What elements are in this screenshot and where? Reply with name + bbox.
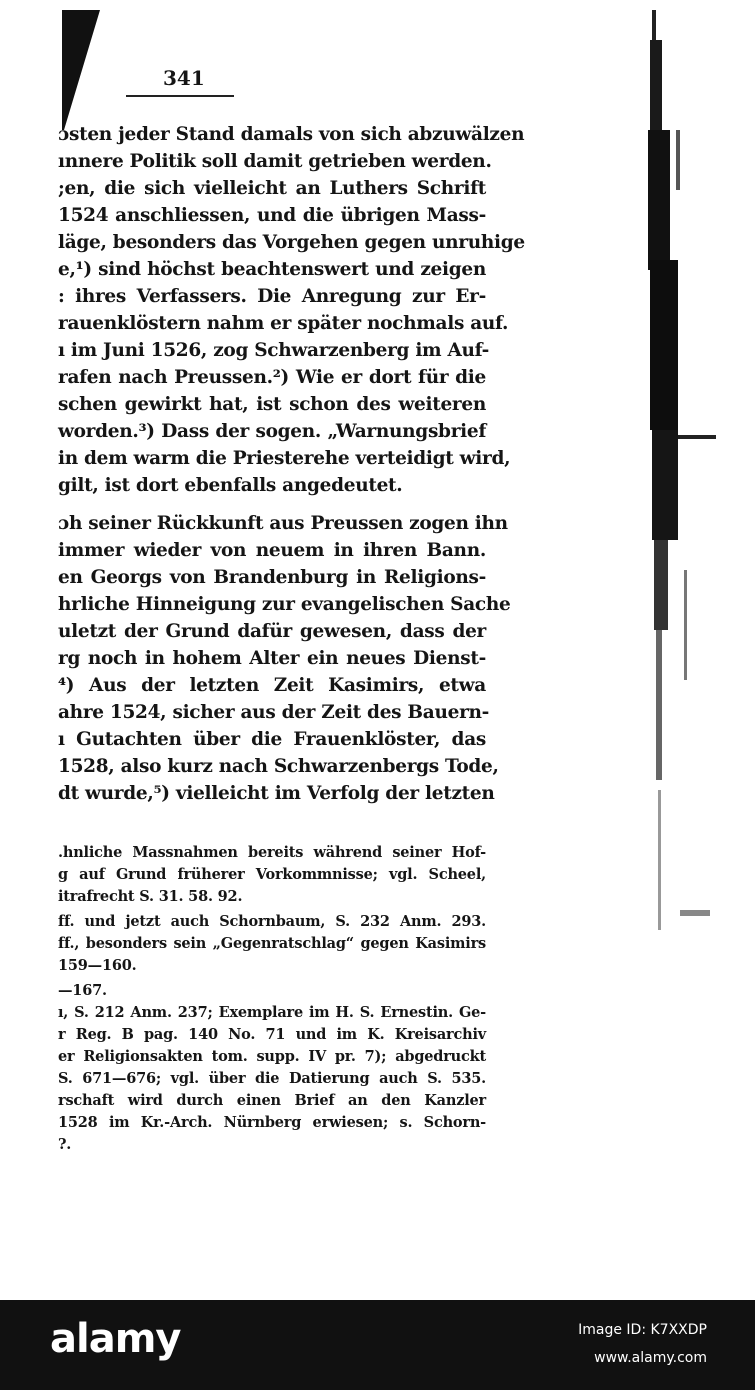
- brand-logo: alamy: [50, 1316, 181, 1362]
- footnote-line: er Religionsakten tom. supp. IV pr. 7); abgedruckt: [58, 1048, 486, 1065]
- footnote-line: S. 671—676; vgl. über die Datierung auch S. 535.: [58, 1070, 486, 1087]
- body-line: schen gewirkt hat, ist schon des weiteren: [58, 394, 486, 415]
- footer-bar: [0, 1300, 755, 1390]
- header-rule: [126, 95, 234, 97]
- body-line: ;en, die sich vielleicht an Luthers Schrift: [58, 178, 486, 199]
- footnote-line: itrafrecht S. 31. 58. 92.: [58, 888, 243, 905]
- footnote-line: .hnliche Massnahmen bereits während seiner Hof-: [58, 844, 486, 861]
- body-line: ⁴) Aus der letzten Zeit Kasimirs, etwa: [58, 675, 486, 696]
- body-line: gilt, ist dort ebenfalls angedeutet.: [58, 475, 403, 496]
- body-line: ınnere Politik soll damit getrieben werden.: [58, 151, 492, 172]
- footnote-line: ff. und jetzt auch Schornbaum, S. 232 Anm. 293.: [58, 913, 486, 930]
- body-line: ɔsten jeder Stand damals von sich abzuwälzen: [58, 124, 525, 145]
- image-id-label: Image ID: K7XXDP: [578, 1322, 707, 1338]
- body-line: hrliche Hinneigung zur evangelischen Sache: [58, 594, 511, 615]
- footnote-line: 1528 im Kr.-Arch. Nürnberg erwiesen; s. Schorn-: [58, 1114, 486, 1131]
- footnote-line: —167.: [58, 982, 107, 999]
- page-number: 341: [163, 66, 205, 90]
- footnote-line: r Reg. B pag. 140 No. 71 und im K. Kreisarchiv: [58, 1026, 486, 1043]
- corner-black-mark: [62, 10, 102, 132]
- body-line: : ihres Verfassers. Die Anregung zur Er-: [58, 286, 486, 307]
- footnote-line: rschaft wird durch einen Brief an den Kanzler: [58, 1092, 486, 1109]
- body-line: uletzt der Grund dafür gewesen, dass der: [58, 621, 486, 642]
- body-line: rg noch in hohem Alter ein neues Dienst-: [58, 648, 486, 669]
- site-url: www.alamy.com: [594, 1350, 707, 1366]
- body-line: 1528, also kurz nach Schwarzenbergs Tode,: [58, 756, 499, 777]
- body-line: worden.³) Dass der sogen. „Warnungsbrief: [58, 421, 486, 442]
- footnote-line: ı, S. 212 Anm. 237; Exemplare im H. S. Ernestin. Ge-: [58, 1004, 486, 1021]
- body-line: läge, besonders das Vorgehen gegen unruhige: [58, 232, 525, 253]
- body-line: ahre 1524, sicher aus der Zeit des Bauern-: [58, 702, 490, 723]
- body-line: dt wurde,⁵) vielleicht im Verfolg der letzten: [58, 783, 495, 804]
- body-line: in dem warm die Priesterehe verteidigt wird,: [58, 448, 511, 469]
- body-line: ɔh seiner Rückkunft aus Preussen zogen ihn: [58, 513, 508, 534]
- footnote-line: 159—160.: [58, 957, 137, 974]
- body-line: ı im Juni 1526, zog Schwarzenberg im Auf-: [58, 340, 490, 361]
- body-line: en Georgs von Brandenburg in Religions-: [58, 567, 486, 588]
- scan-edge-artifact: [640, 10, 720, 960]
- body-line: rauenklöstern nahm er später nochmals auf.: [58, 313, 509, 334]
- footnote-line: ?.: [58, 1136, 72, 1153]
- footnote-line: ff., besonders sein „Gegenratschlag“ gegen Kasimirs: [58, 935, 486, 952]
- body-line: immer wieder von neuem in ihren Bann.: [58, 540, 486, 561]
- body-line: rafen nach Preussen.²) Wie er dort für die: [58, 367, 486, 388]
- body-line: ı Gutachten über die Frauenklöster, das: [58, 729, 486, 750]
- footnote-line: g auf Grund früherer Vorkommnisse; vgl. Scheel,: [58, 866, 486, 883]
- body-line: e,¹) sind höchst beachtenswert und zeigen: [58, 259, 486, 280]
- body-line: 1524 anschliessen, und die übrigen Mass-: [58, 205, 486, 226]
